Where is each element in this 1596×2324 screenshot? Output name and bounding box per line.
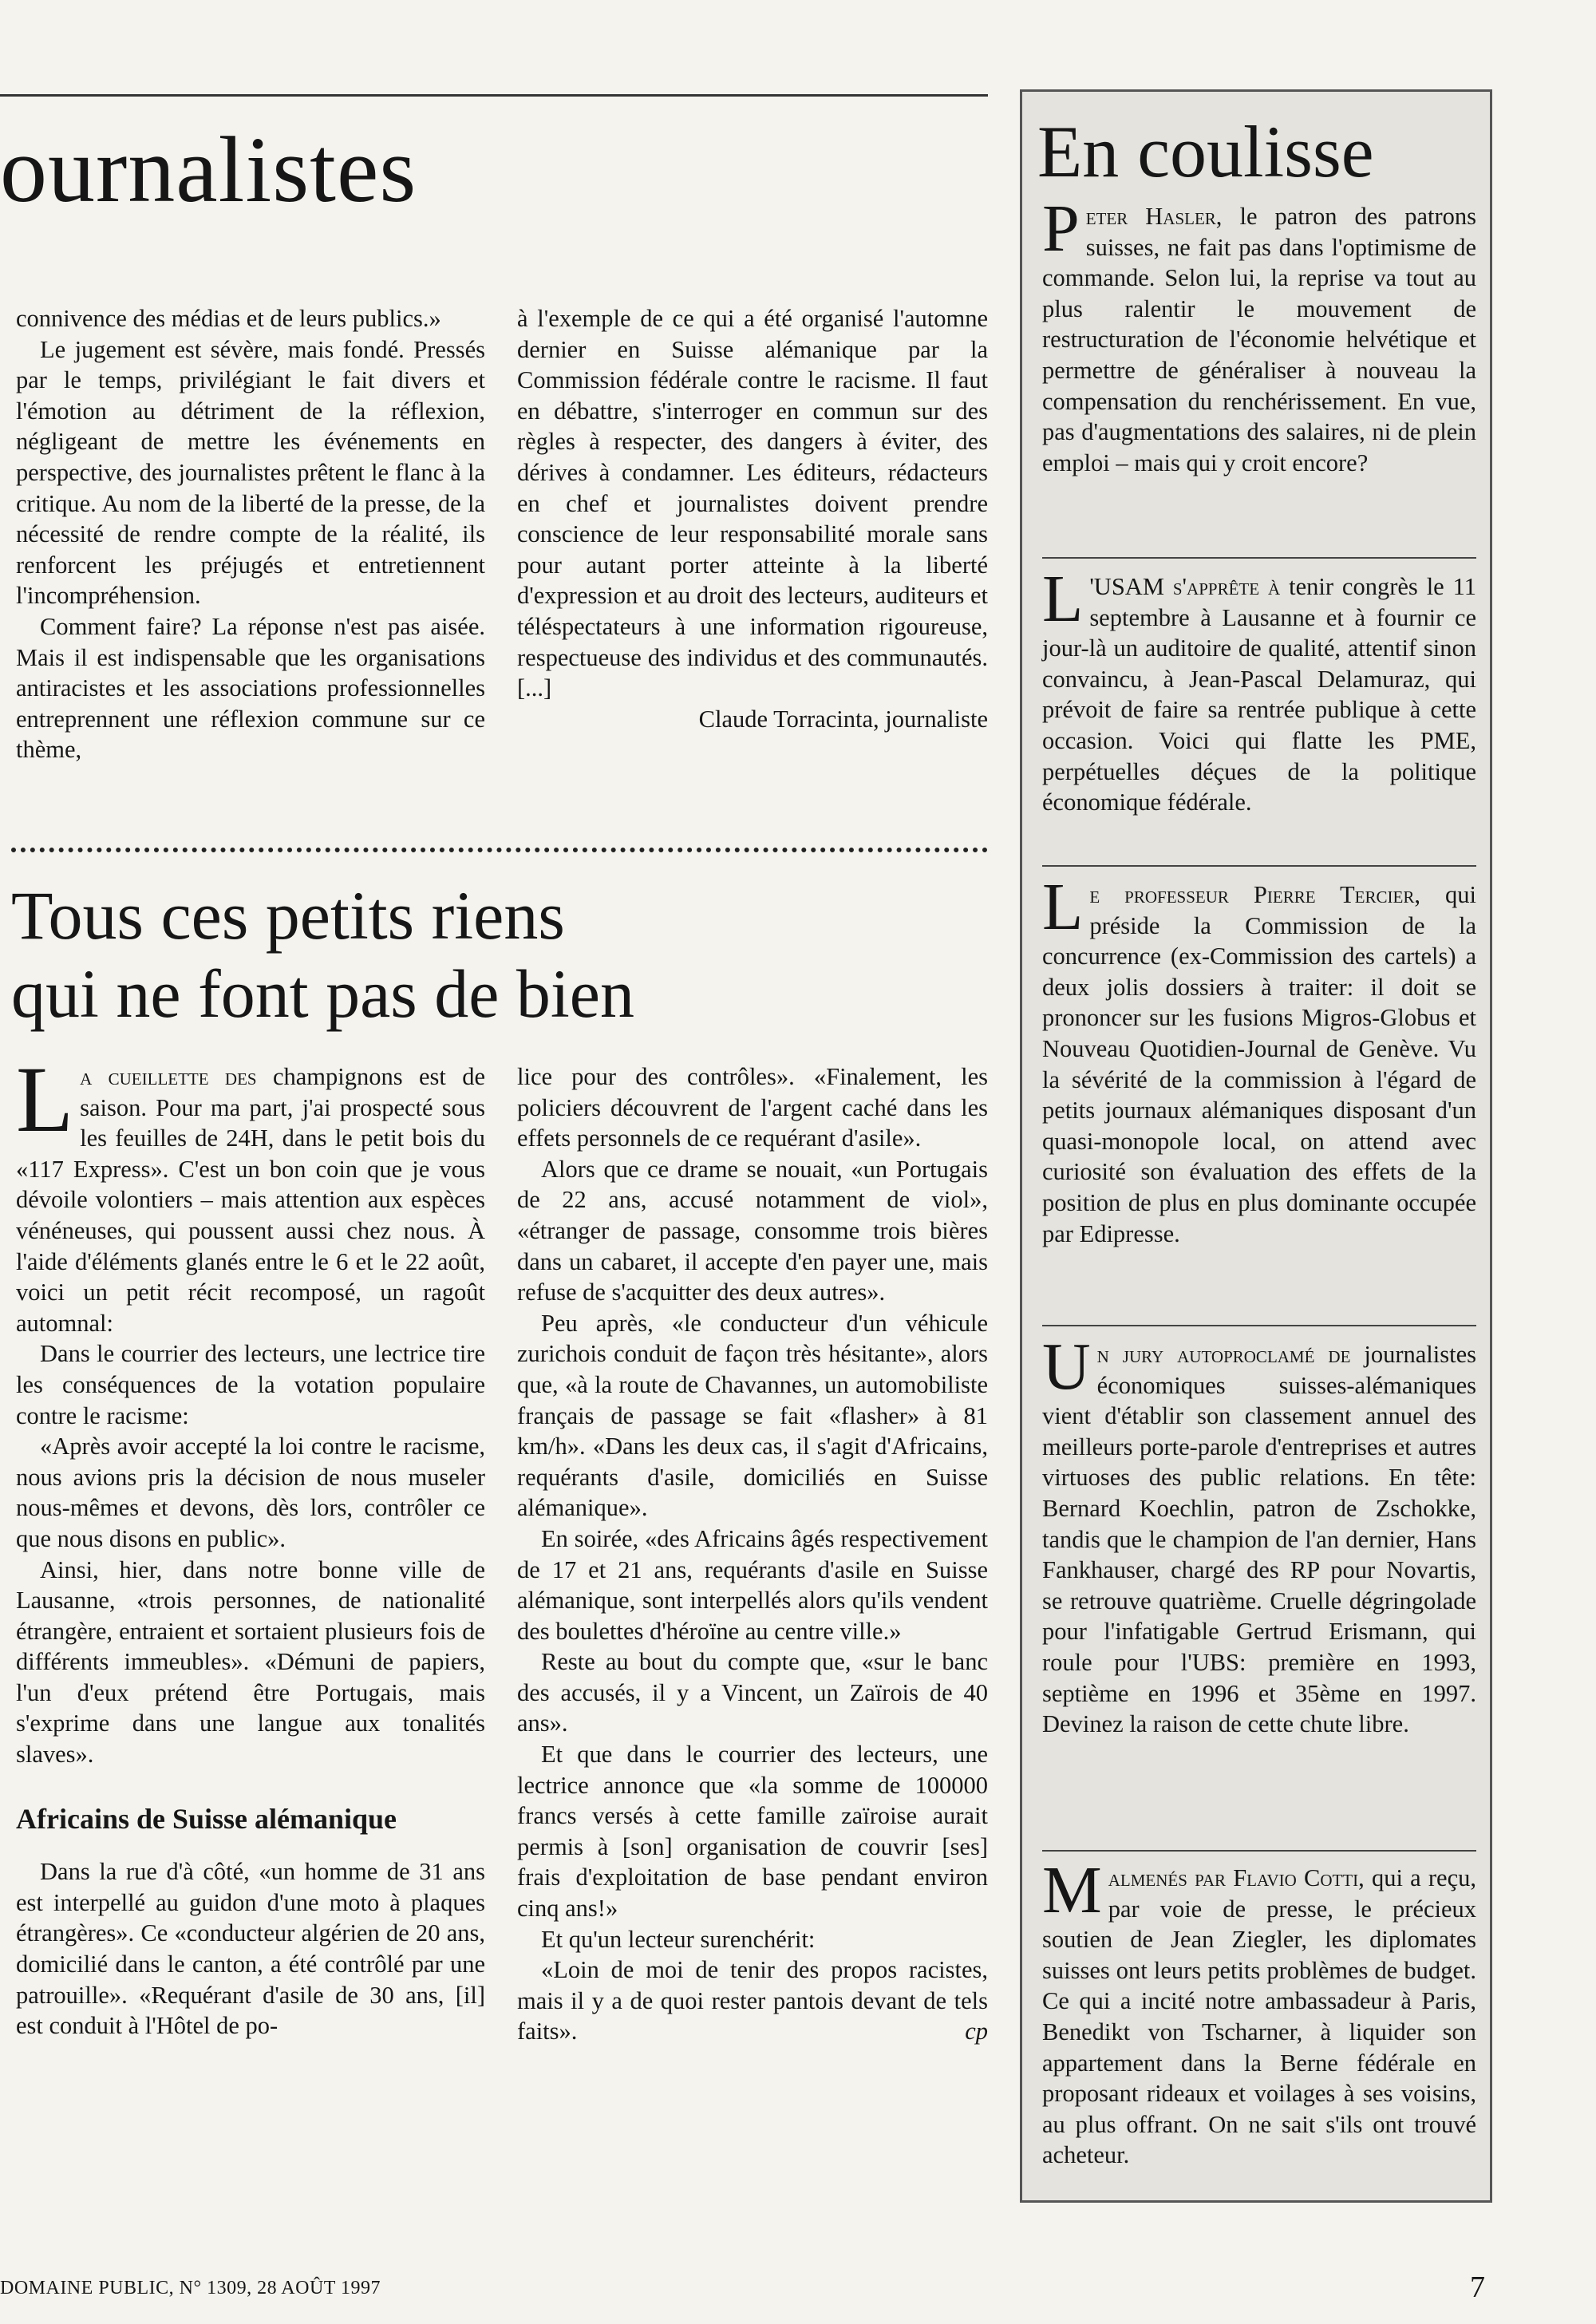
article2-column-1 xyxy=(16,1047,485,2041)
article2-col2-para-7 xyxy=(517,1954,988,2047)
article2-col2-para-0: lice pour des contrôles». «Finalement, les policiers découvrent de l'argent caché dans les effets personnels de ce requérant d'asile». xyxy=(517,1063,988,1152)
article2-headline-line1: Tous ces petits riens xyxy=(11,877,565,954)
sidebar-item-4-dropcap: M xyxy=(1042,1853,1102,1927)
sidebar-item-1 xyxy=(1042,562,1477,818)
article2-col2-para-5: Et que dans le courrier des lecteurs, une lectrice annonce que «la somme de 100000 francs versés à cette famille zaïroise aurait permis à [son] organisation de couvrir [ses] frais d'exploitation de base pendant environ cinq ans!» xyxy=(517,1741,988,1923)
article1-col1-para-2: Comment faire? La réponse n'est pas aisée. Mais il est indispensable que les organisations antiracistes et les associations professionnelles entreprennent une réflexion commune sur ce thème, xyxy=(16,612,485,764)
article1-col1-para-0: connivence des médias et de leurs publics.» xyxy=(16,305,441,332)
article1-column-1 xyxy=(16,303,485,765)
article2-headline-line2: qui ne font pas de bien xyxy=(11,955,634,1032)
sidebar-item-1-text: tenir congrès le 11 septembre à Lausanne et à fournir ce jour-là un auditoire de qualité, attentif sinon convaincu, à Jean-Pascal Delamuraz, qui prévoit de faire sa rentrée publique à cette occasion. Voici qui flatte les PME, perpétuelles déçues de la politique économique fédérale. xyxy=(1042,573,1477,816)
sidebar-item-3-dropcap: U xyxy=(1042,1330,1091,1404)
article2-col2-para-1: Alors que ce drame se nouait, «un Portugais de 22 ans, accusé notamment de viol», «étranger de passage, consomme trois bières dans un cabaret, il accepte d'en payer une, mais refuse de s'acquitter des deux autres». xyxy=(517,1155,988,1306)
article2-col1-para-1: Dans le courrier des lecteurs, une lectrice tire les conséquences de la votation populaire contre le racisme: xyxy=(16,1340,485,1429)
article1-column-2 xyxy=(517,303,988,734)
article2-col2-para-7-text: «Loin de moi de tenir des propos racistes, mais il y a de quoi rester pantois devant de tels faits». xyxy=(517,1956,988,2045)
article2-lead xyxy=(16,1047,485,1338)
article1-headline: ournalistes xyxy=(0,117,417,222)
article2-lead-smallcaps: a cueillette des xyxy=(80,1063,257,1090)
article2-subhead: Africains de Suisse alémanique xyxy=(16,1802,397,1835)
article2-col1-para-3: Ainsi, hier, dans notre bonne ville de Lausanne, «trois personnes, de nationalité étrangère, entraient et sortaient plusieurs fois de différents immeubles». «Démuni de papiers, l'un d'eux prétend être Portugais, mais s'exprime dans une langue aux tonalités slaves». xyxy=(16,1555,485,1769)
article2-initials: cp xyxy=(965,2018,988,2045)
sidebar-item-4-smallcaps: almenés par Flavio Cotti, xyxy=(1108,1864,1365,1891)
sidebar-item-2-smallcaps: e professeur Pierre Tercier, xyxy=(1089,881,1420,908)
sidebar-rule-2 xyxy=(1042,1325,1476,1326)
sidebar-item-0-text: le patron des patrons suisses, ne fait pas dans l'optimisme de commande. Selon lui, la reprise va tout au plus ralentir le mouvement de restructuration de l'économie helvétique et permettre de généraliser à nouveau la compensation du renchérissement. En vue, pas d'augmentations des salaires, ni de plein emploi – mais qui y croit encore? xyxy=(1042,203,1477,476)
article2-col2-para-2: Peu après, «le conducteur d'un véhicule zurichois conduit de façon très hésitante», alors que, «à la route de Chavannes, un automobiliste français de passage se fait «flasher» à 81 km/h». «Dans les deux cas, il s'agit d'Africains, requérants d'asile, domiciliés en Suisse alémanique». xyxy=(517,1309,988,1522)
dotted-separator xyxy=(11,848,988,852)
sidebar-item-2-text: qui préside la Commission de la concurrence (ex-Commission des cartels) a deux jolis dossiers à traiter: il doit se prononcer sur les fusions Migros-Globus et Nouveau Quotidien-Journal de Genève. Vu la sévérité de la commission à l'égard de petits journaux alémaniques disposant d'un quasi-monopole local, on attend avec curiosité son évaluation des effets de la position de plus en plus dominante occupée par Edipresse. xyxy=(1042,881,1477,1247)
sidebar-item-0-smallcaps: eter Hasler, xyxy=(1085,203,1223,230)
sidebar-rule-3 xyxy=(1042,1850,1476,1852)
sidebar-item-3-text: journalistes économiques suisses-alémaniques vient d'établir son classement annuel des meilleurs porte-parole d'entreprises et autres virtuoses des public relations. En tête: Bernard Koechlin, patron de Zschokke, tandis que le champion de l'an dernier, Hans Fankhauser, chargé des RP pour Novartis, se retrouve quatrième. Cruelle dégringolade pour l'infatigable Gertrud Erismann, qui roule pour l'UBS: première en 1993, septième en 1996 et 35ème en 1997. Devinez la raison de cette chute libre. xyxy=(1042,1341,1477,1738)
article2-col2-para-3: En soirée, «des Africains âgés respectivement de 17 et 21 ans, requérants d'asile en Suisse alémanique, sont interpellés alors qu'ils vendent des boulettes d'héroïne au centre ville.» xyxy=(517,1524,988,1645)
article2-col1-para-2: «Après avoir accepté la loi contre le racisme, nous avions pris la décision de nous museler nous-mêmes et devons, dès lors, contrôler ce que nous disons en public». xyxy=(16,1433,485,1552)
article2-col1-para-0: champignons est de saison. Pour ma part, j'ai prospecté sous les feuilles de 24H, dans le petit bois du «117 Express». C'est un bon coin que je vous dévoile volontiers – mais attention aux espèces vénéneuses, qui poussent aussi chez nous. À l'aide d'éléments glanés entre le 6 et le 22 août, voici un petit récit recomposé, un ragoût automnal: xyxy=(16,1063,485,1337)
article1-col1-para-1: Le jugement est sévère, mais fondé. Pressés par le temps, privilégiant le fait divers et l'émotion au détriment de la réflexion, négligeant de mettre les événements en perspective, des journalistes prêtent le flanc à la critique. Au nom de la liberté de la presse, de la nécessité de rendre compte de la réalité, ils renforcent les préjugés et entretiennent l'incompréhension. xyxy=(16,335,485,610)
sidebar-item-1-dropcap: L xyxy=(1042,562,1084,636)
sidebar-item-3 xyxy=(1042,1330,1477,1740)
sidebar-item-1-smallcaps: 'USAM s'apprête à xyxy=(1089,573,1281,600)
sidebar-item-0 xyxy=(1042,192,1477,478)
sidebar-rule-1 xyxy=(1042,865,1476,867)
article2-headline xyxy=(11,876,634,1033)
article2-col2-para-6: Et qu'un lecteur surenchérit: xyxy=(541,1925,816,1953)
article2-col1b-para-0: Dans la rue d'à côté, «un homme de 31 ans est interpellé au guidon d'une moto à plaques étrangères». Ce «conducteur algérien de 20 ans, domicilié dans le canton, a été contrôlé par une patrouille». «Requérant d'asile de 30 ans, [il] est conduit à l'Hôtel de po- xyxy=(16,1858,485,2040)
sidebar-item-2-dropcap: L xyxy=(1042,870,1084,944)
publication-footer: DOMAINE PUBLIC, N° 1309, 28 AOÛT 1997 xyxy=(0,2278,381,2298)
article2-dropcap: L xyxy=(16,1047,74,1152)
top-rule xyxy=(0,94,988,97)
sidebar-title: En coulisse xyxy=(1037,111,1374,192)
article2-column-2 xyxy=(517,1061,988,2047)
page-number: 7 xyxy=(1470,2271,1485,2304)
sidebar-item-0-dropcap: P xyxy=(1042,192,1080,266)
sidebar-item-3-smallcaps: n jury autoproclamé de xyxy=(1096,1341,1351,1368)
article1-col2-para-0: à l'exemple de ce qui a été organisé l'automne dernier en Suisse alémanique par la Commission fédérale contre le racisme. Il faut en débattre, s'interroger en commun sur des règles à respecter, des dangers à éviter, des dérives à condamner. Les éditeurs, rédacteurs en chef et journalistes doivent prendre conscience de leur responsabilité morale sans pour autant porter atteinte à la liberté d'expression et au droit des lecteurs, auditeurs et téléspectateurs à une information rigoureuse, respectueuse des individus et des communautés. [...] xyxy=(517,305,988,702)
article2-col2-para-4: Reste au bout du compte que, «sur le banc des accusés, il y a Vincent, un Zaïrois de 40 ans». xyxy=(517,1648,988,1737)
sidebar-item-4-text: qui a reçu, par voie de presse, le précieux soutien de Jean Ziegler, les diplomates suisses ont leurs petits problèmes de budget. Ce qui a incité notre ambassadeur à Paris, Benedikt von Tscharner, à liquider son appartement dans la Berne fédérale en proposant rideaux et voilages à ses voisins, au plus offrant. On ne sait s'ils ont trouvé acheteur. xyxy=(1042,1864,1476,2169)
article1-signature: Claude Torracinta, journaliste xyxy=(698,705,988,733)
sidebar-rule-0 xyxy=(1042,557,1476,559)
sidebar-item-4 xyxy=(1042,1853,1476,2171)
sidebar-item-2 xyxy=(1042,870,1477,1249)
